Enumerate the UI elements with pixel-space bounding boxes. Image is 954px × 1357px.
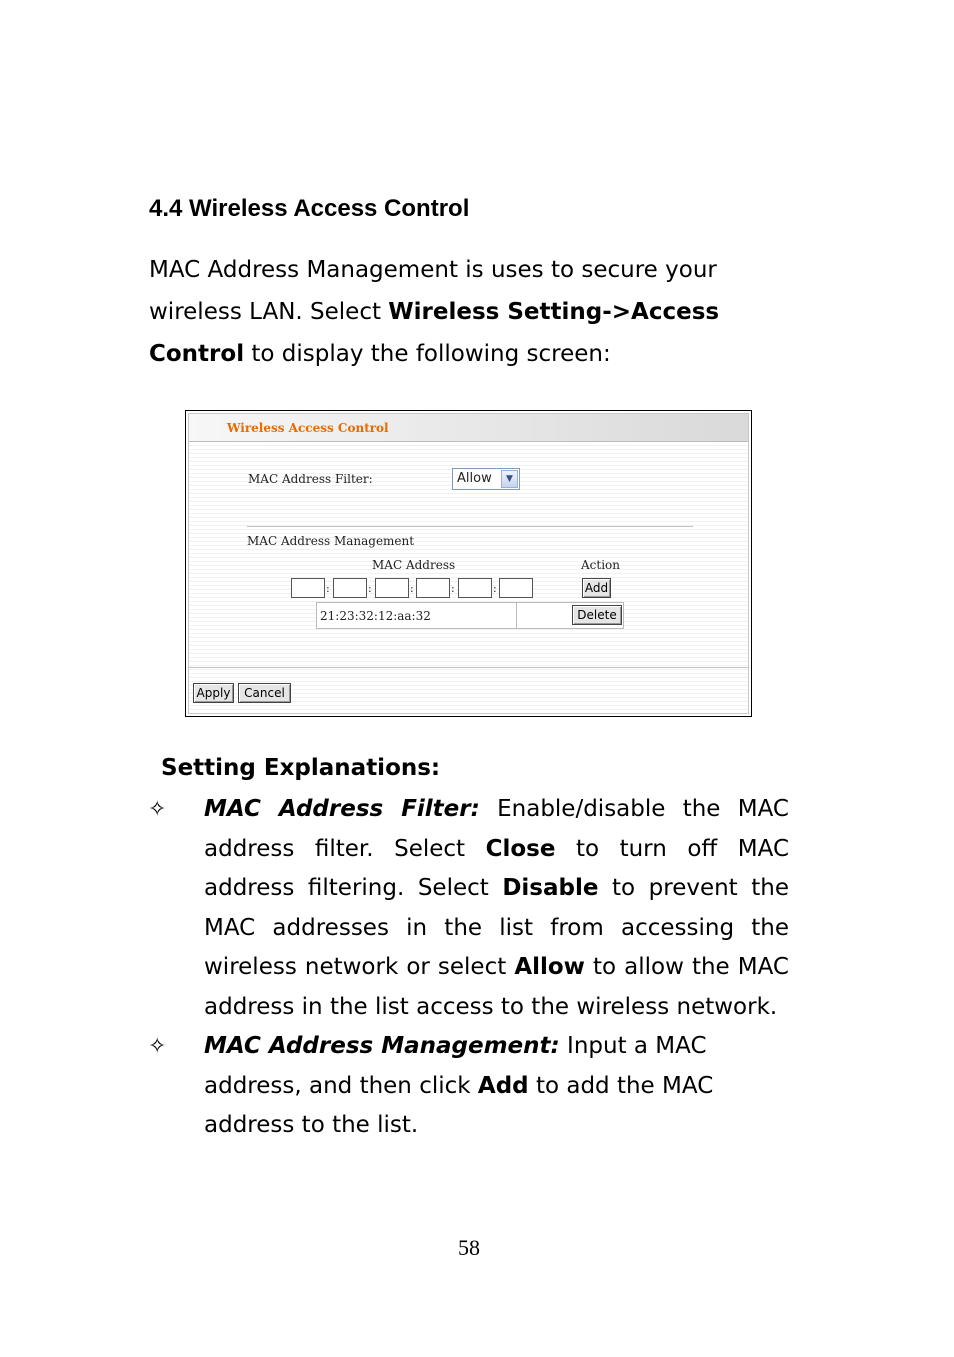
mac-octet-input-5[interactable] <box>458 578 492 598</box>
mac-filter-label: MAC Address Filter: <box>248 472 373 486</box>
intro-text-1: MAC Address Management is uses to secure your wireless LAN. Select <box>149 257 717 325</box>
mac-filter-value: Allow <box>457 471 492 486</box>
intro-text-2: to display the following screen: <box>244 341 611 367</box>
column-header-mac: MAC Address <box>372 558 456 572</box>
add-button[interactable]: Add <box>582 578 611 598</box>
term-mac-management: MAC Address Management: <box>204 1033 560 1059</box>
screenshot-panel <box>188 413 749 714</box>
mac-octet-input-2[interactable] <box>333 578 367 598</box>
footer-divider <box>189 667 748 668</box>
explanation-text: to prevent the MAC addresses in the list from accessing the wireless network or select <box>204 875 789 980</box>
option-allow: Allow <box>514 954 585 980</box>
mac-octet-input-6[interactable] <box>499 578 533 598</box>
colon-separator: : <box>451 582 455 595</box>
explanation-mac-filter <box>204 790 789 1027</box>
mac-entry-cell <box>317 603 517 628</box>
explanation-text: to turn off MAC address filtering. Select <box>204 835 790 901</box>
colon-separator: : <box>493 582 497 595</box>
panel-titlebar <box>189 414 748 442</box>
section-divider <box>247 526 693 527</box>
panel-title: Wireless Access Control <box>227 421 389 435</box>
intro-paragraph <box>149 249 769 375</box>
option-disable: Disable <box>502 875 599 901</box>
mac-filter-select[interactable] <box>452 468 520 490</box>
apply-button[interactable]: Apply <box>193 683 234 703</box>
explanation-text: to add the MAC address to the list. <box>204 1072 714 1138</box>
explanation-text: to allow the MAC address in the list access to the wireless network. <box>204 954 789 1020</box>
mac-entry-value: 21:23:32:12:aa:32 <box>320 609 431 623</box>
colon-separator: : <box>326 582 330 595</box>
diamond-bullet-icon: ✧ <box>148 797 167 822</box>
section-heading: 4.4 Wireless Access Control <box>149 195 470 222</box>
mac-octet-input-4[interactable] <box>416 578 450 598</box>
explanations-title: Setting Explanations: <box>161 755 441 781</box>
intro-menu-path: Wireless Setting->Access Control <box>149 299 720 367</box>
chevron-down-icon[interactable]: ▼ <box>501 470 518 488</box>
mac-entry-row <box>316 602 624 629</box>
mac-octet-input-3[interactable] <box>375 578 409 598</box>
option-add: Add <box>477 1072 529 1099</box>
column-header-action: Action <box>581 558 620 572</box>
colon-separator: : <box>410 582 414 595</box>
option-close: Close <box>485 835 556 862</box>
cancel-button[interactable]: Cancel <box>238 683 291 703</box>
colon-separator: : <box>368 582 372 595</box>
mac-management-label: MAC Address Management <box>247 534 415 548</box>
explanation-text: Input a MAC address, and then click <box>204 1033 707 1099</box>
mac-octet-input-1[interactable] <box>291 578 325 598</box>
term-mac-filter: MAC Address Filter: <box>204 796 480 822</box>
explanation-text: Enable/disable the MAC address filter. Select <box>204 796 789 862</box>
explanation-mac-management <box>204 1027 764 1146</box>
diamond-bullet-icon: ✧ <box>148 1034 167 1059</box>
page-number: 58 <box>458 1235 480 1260</box>
delete-button[interactable]: Delete <box>572 605 622 625</box>
router-screenshot <box>185 410 752 717</box>
